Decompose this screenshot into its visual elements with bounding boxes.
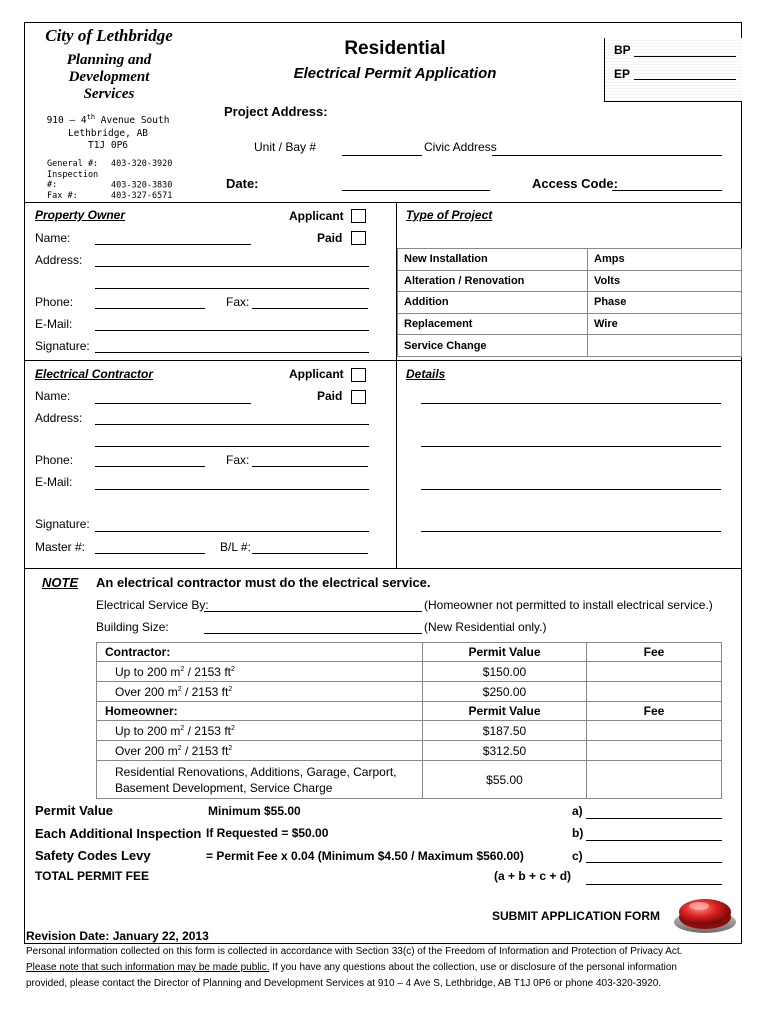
project-type-service-change[interactable]: Service Change: [398, 335, 588, 357]
building-size-note: (New Residential only.): [424, 620, 547, 634]
owner-address-field-1[interactable]: [95, 266, 369, 267]
project-type-table: [397, 248, 742, 357]
details-title: Details: [406, 367, 446, 381]
org-address: [30, 111, 186, 153]
contractor-phone-label: Phone:: [35, 453, 74, 467]
privacy-line-1: Personal information collected on this form is collected in accordance with Section 33(c) of the Freedom of Information and Protection of Privacy Act.: [26, 946, 683, 957]
renovation-row: [97, 761, 423, 799]
renovation-fee-cell[interactable]: [587, 761, 722, 799]
contact-fax: Fax #: 403-327-6571: [47, 190, 173, 201]
contractor-fee-cell-1[interactable]: [587, 662, 722, 682]
contractor-address-label: Address:: [35, 411, 83, 425]
contractor-row-up-to: Up to 200 $m^2 / 2153$ $ft^2$: [97, 662, 423, 682]
access-code-field[interactable]: [612, 190, 722, 191]
unit-bay-field[interactable]: [342, 155, 422, 156]
line-c-label: c): [572, 849, 583, 863]
bp-field[interactable]: [634, 56, 736, 57]
revision-date: Revision Date: January 22, 2013: [26, 929, 209, 943]
contractor-header: Contractor:: [97, 643, 423, 662]
owner-paid-label: Paid: [317, 231, 343, 245]
owner-fax-label: Fax:: [226, 295, 250, 309]
inspection-if-requested: If Requested = $50.00: [206, 826, 329, 840]
contractor-row-over: Over 200 $m^2 / 2153$ $ft^2$: [97, 682, 423, 702]
renovation-line-2: Basement Development, Service Charge: [115, 780, 333, 795]
dept-line-1: Planning and: [66, 52, 152, 68]
contractor-fee-header: Fee: [587, 643, 722, 662]
civic-address-label: Civic Address: [424, 140, 497, 154]
ep-field[interactable]: [634, 79, 736, 80]
master-number-field[interactable]: [95, 553, 205, 554]
table-row: [97, 741, 722, 761]
owner-applicant-checkbox[interactable]: [351, 209, 366, 223]
owner-email-label: E-Mail:: [35, 317, 73, 331]
dept-line-2: Development: [68, 69, 150, 85]
org-block: [24, 26, 194, 103]
address-line-1: 910 – 4th Avenue South: [46, 113, 170, 127]
project-volts-cell[interactable]: Volts: [588, 270, 742, 292]
owner-address-label: Address:: [35, 253, 83, 267]
building-size-field[interactable]: [204, 633, 422, 634]
contractor-address-field-2[interactable]: [95, 446, 369, 447]
bl-number-label: B/L #:: [220, 540, 251, 554]
contractor-applicant-checkbox[interactable]: [351, 368, 366, 382]
owner-name-label: Name:: [35, 231, 71, 245]
contact-general: General #: 403-320-3920: [47, 159, 173, 169]
city-name: City of Lethbridge: [45, 26, 173, 45]
building-size-label: Building Size:: [96, 620, 169, 634]
table-row: [398, 270, 742, 292]
table-row: [97, 643, 722, 662]
org-contacts: [47, 159, 172, 201]
total-fee-label: TOTAL PERMIT FEE: [35, 869, 150, 883]
note-label: NOTE: [42, 575, 79, 590]
project-type-alteration[interactable]: Alteration / Renovation: [398, 270, 588, 292]
contractor-email-field[interactable]: [95, 489, 369, 490]
submit-label: SUBMIT APPLICATION FORM: [492, 909, 660, 923]
owner-divider: [24, 360, 742, 361]
contractor-paid-label: Paid: [317, 389, 343, 403]
homeowner-row-over: Over 200 $m^2 / 2153$ $ft^2$: [97, 741, 423, 761]
owner-name-field[interactable]: [95, 244, 251, 245]
table-row: [97, 702, 722, 721]
contractor-divider: [24, 568, 742, 569]
owner-applicant-label: Applicant: [289, 209, 344, 223]
table-row: [398, 335, 742, 357]
project-address-label: Project Address:: [224, 104, 328, 119]
owner-email-field[interactable]: [95, 330, 369, 331]
table-row: [398, 292, 742, 314]
homeowner-fee-header: Fee: [587, 702, 722, 721]
levy-formula: = Permit Fee x 0.04 (Minimum $4.50 / Maximum $560.00): [206, 849, 524, 863]
service-by-field[interactable]: [204, 611, 422, 612]
renovation-value: $55.00: [423, 761, 587, 799]
form-subtitle: Electrical Permit Application: [293, 65, 497, 82]
contractor-signature-field[interactable]: [95, 531, 369, 532]
project-amps-cell[interactable]: Amps: [588, 249, 742, 271]
homeowner-header: Homeowner:: [97, 702, 423, 721]
table-row: [97, 721, 722, 741]
privacy-notice: [26, 944, 746, 992]
project-wire-cell[interactable]: Wire: [588, 313, 742, 335]
homeowner-permit-value-header: Permit Value: [423, 702, 587, 721]
line-b-label: b): [572, 826, 584, 840]
bp-label: BP: [614, 43, 631, 57]
privacy-line-2: Please note that such information may be made public. If you have any questions about the collection, use or disclosure of the personal information: [26, 962, 677, 973]
table-row: [97, 662, 722, 682]
contractor-fee-cell-2[interactable]: [587, 682, 722, 702]
service-by-label: Electrical Service By:: [96, 598, 209, 612]
inspection-label: Each Additional Inspection: [35, 826, 202, 841]
contractor-permit-value-header: Permit Value: [423, 643, 587, 662]
note-text: An electrical contractor must do the electrical service.: [96, 575, 431, 590]
homeowner-fee-cell-2[interactable]: [587, 741, 722, 761]
contractor-fax-field[interactable]: [252, 466, 368, 467]
owner-signature-field[interactable]: [95, 352, 369, 353]
submit-button-icon[interactable]: [672, 893, 738, 935]
civic-address-field[interactable]: [492, 155, 722, 156]
contractor-name-field[interactable]: [95, 403, 251, 404]
owner-phone-label: Phone:: [35, 295, 74, 309]
project-type-new-installation[interactable]: New Installation: [398, 249, 588, 271]
owner-title: Property Owner: [35, 208, 126, 222]
project-empty-cell: [588, 335, 742, 357]
permit-value-label: Permit Value: [35, 803, 114, 818]
contractor-value-over: $250.00: [423, 682, 587, 702]
contractor-fax-label: Fax:: [226, 453, 250, 467]
levy-label: Safety Codes Levy: [35, 848, 151, 863]
date-label: Date:: [226, 176, 259, 191]
contractor-title: Electrical Contractor: [35, 367, 154, 381]
homeowner-row-up-to: Up to 200 $m^2 / 2153$ $ft^2$: [97, 721, 423, 741]
homeowner-fee-cell-1[interactable]: [587, 721, 722, 741]
line-a-label: a): [572, 804, 583, 818]
ep-label: EP: [614, 67, 631, 81]
project-type-replacement[interactable]: Replacement: [398, 313, 588, 335]
date-field[interactable]: [342, 190, 490, 191]
address-line-3: T1J 0P6: [87, 140, 129, 152]
project-phase-cell[interactable]: Phase: [588, 292, 742, 314]
contractor-paid-checkbox[interactable]: [351, 390, 366, 404]
table-row: [398, 249, 742, 271]
homeowner-value-over: $312.50: [423, 741, 587, 761]
levy-field[interactable]: [586, 862, 722, 863]
details-field-4[interactable]: [421, 531, 721, 532]
details-field-2[interactable]: [421, 446, 721, 447]
details-field-3[interactable]: [421, 489, 721, 490]
contractor-applicant-label: Applicant: [289, 367, 344, 381]
dept-line-3: Services: [83, 86, 135, 102]
service-by-note: (Homeowner not permitted to install electrical service.): [424, 598, 713, 612]
contractor-email-label: E-Mail:: [35, 475, 73, 489]
contractor-phone-field[interactable]: [95, 466, 205, 467]
master-number-label: Master #:: [35, 540, 86, 554]
permit-minimum: Minimum $55.00: [208, 804, 301, 818]
project-type-title: Type of Project: [406, 208, 493, 222]
total-fee-field[interactable]: [586, 884, 722, 885]
form-title: Residential: [344, 38, 446, 59]
table-row: [398, 313, 742, 335]
permit-value-field[interactable]: [586, 818, 722, 819]
contractor-value-up-to: $150.00: [423, 662, 587, 682]
contact-inspection: Inspection #: 403-320-3830: [47, 169, 173, 190]
inspection-field[interactable]: [586, 840, 722, 841]
owner-fax-field[interactable]: [252, 308, 368, 309]
access-code-label: Access Code:: [532, 176, 618, 191]
contractor-signature-label: Signature:: [35, 517, 90, 531]
project-type-addition[interactable]: Addition: [398, 292, 588, 314]
privacy-line-3: provided, please contact the Director of Planning and Development Services at 910 – 4 Ave S, Lethbridge, AB T1J 0P6 or phone 403-320-3920.: [26, 978, 662, 989]
owner-paid-checkbox[interactable]: [351, 231, 366, 245]
address-line-2: Lethbridge, AB: [67, 127, 149, 139]
bl-number-field[interactable]: [252, 553, 368, 554]
contractor-name-label: Name:: [35, 389, 71, 403]
renovation-line-1: Residential Renovations, Additions, Garage, Carport,: [115, 764, 397, 779]
details-field-1[interactable]: [421, 403, 721, 404]
owner-address-field-2[interactable]: [95, 288, 369, 289]
homeowner-value-up-to: $187.50: [423, 721, 587, 741]
fee-table: [96, 642, 722, 799]
owner-signature-label: Signature:: [35, 339, 90, 353]
contractor-address-field-1[interactable]: [95, 424, 369, 425]
header-divider: [24, 202, 742, 203]
owner-phone-field[interactable]: [95, 308, 205, 309]
unit-bay-label: Unit / Bay #: [254, 140, 317, 154]
total-formula: (a + b + c + d): [494, 869, 572, 883]
table-row: [97, 761, 722, 799]
table-row: [97, 682, 722, 702]
